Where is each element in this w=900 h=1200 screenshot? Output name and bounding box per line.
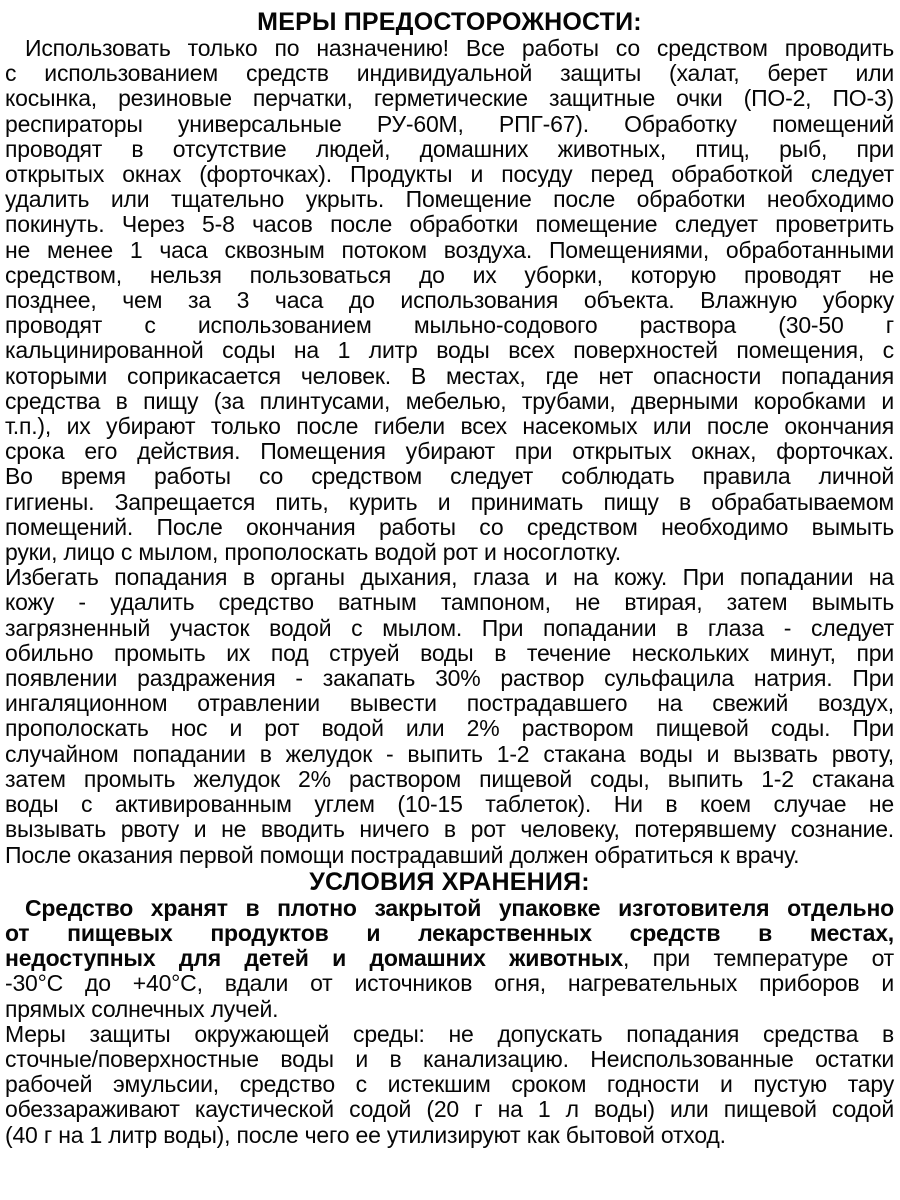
bold-text-segment: недоступных для детей и домашних животных	[5, 945, 623, 972]
storage-paragraph-line	[5, 896, 894, 921]
first-aid-paragraph-line: появлении раздражения - закапать 30% раствор сульфацила натрия. При	[5, 665, 894, 692]
precautions-paragraph-line: которыми соприкасается человек. В местах, где нет опасности попадания	[5, 362, 894, 389]
precautions-paragraph-line: срока его действия. Помещения убирают при открытых окнах, форточках.	[5, 438, 894, 465]
precautions-paragraph-line: кальцинированной соды на 1 литр воды всех поверхностей помещения, с	[5, 337, 894, 364]
text-segment: , при температуре от	[622, 945, 894, 972]
first-aid-paragraph-line: После оказания первой помощи пострадавший должен обратиться к врачу.	[5, 841, 800, 868]
precautions-paragraph-line: проводят с использованием мыльно-содового раствора (30-50 г	[5, 312, 894, 339]
precautions-paragraph-line: удалить или тщательно укрыть. Помещение после обработки необходимо	[5, 186, 894, 213]
environment-paragraph-line: обеззараживают каустической содой (20 г на 1 л воды) или пищевой содой	[5, 1096, 894, 1123]
storage-paragraph-line: -30°С до +40°С, вдали от источников огня, нагревательных приборов и	[5, 970, 894, 997]
precautions-paragraph-line: позднее, чем за 3 часа до использования объекта. Влажную уборку	[5, 287, 894, 314]
precautions-paragraph-line: Во время работы со средством следует соблюдать правила личной	[5, 463, 894, 490]
storage-paragraph-line	[5, 946, 894, 971]
bold-text-segment: Средство хранят в плотно закрытой упаковке изготовителя отдельно	[25, 894, 894, 921]
precautions-paragraph-line: открытых окнах (форточках). Продукты и посуду перед обработкой следует	[5, 161, 894, 188]
precautions-paragraph-line: проводят в отсутствие людей, домашних животных, птиц, рыб, при	[5, 135, 894, 162]
bold-text-segment: от пищевых продуктов и лекарственных средств в местах,	[5, 919, 894, 946]
precautions-paragraph-line: т.п.), их убирают только после гибели всех насекомых или после окончания	[5, 413, 894, 440]
precautions-paragraph-line: косынка, резиновые перчатки, герметические защитные очки (ПО-2, ПО-3)	[5, 85, 894, 112]
first-aid-paragraph-line: Избегать попадания в органы дыхания, глаза и на кожу. При попадании на	[5, 564, 894, 591]
storage-paragraph-line: прямых солнечных лучей.	[5, 995, 279, 1022]
precautions-paragraph-line: Использовать только по назначению! Все работы со средством проводить	[25, 35, 894, 61]
precautions-paragraph-line: средством, нельзя пользоваться до их уборки, которую проводят не	[5, 261, 894, 288]
precautions-paragraph-line: не менее 1 часа сквозным потоком воздуха. Помещениями, обработанными	[5, 236, 894, 263]
first-aid-paragraph-line: затем промыть желудок 2% раствором пищевой соды, выпить 1-2 стакана	[5, 765, 894, 792]
first-aid-paragraph-line: вызывать рвоту и не вводить ничего в рот человеку, потерявшему сознание.	[5, 816, 894, 843]
first-aid-paragraph-line: обильно промыть их под струей воды в течение нескольких минут, при	[5, 639, 894, 666]
first-aid-paragraph-line: ингаляционном отравлении вывести пострадавшего на свежий воздух,	[5, 690, 894, 717]
first-aid-paragraph-line: кожу - удалить средство ватным тампоном, не втирая, затем вымыть	[5, 589, 894, 616]
precautions-paragraph-line: гигиены. Запрещается пить, курить и принимать пищу в обрабатываемом	[5, 488, 894, 515]
precautions-paragraph-line: покинуть. Через 5-8 часов после обработки помещение следует проветрить	[5, 211, 894, 238]
first-aid-paragraph-line: случайном попадании в желудок - выпить 1-2 стакана воды и вызвать рвоту,	[5, 740, 894, 767]
first-aid-paragraph-line: воды с активированным углем (10-15 таблеток). Ни в коем случае не	[5, 791, 894, 818]
precautions-paragraph-line: руки, лицо с мылом, прополоскать водой рот и носоглотку.	[5, 539, 621, 566]
precautions-paragraph-line: средства в пищу (за плинтусами, мебелью, трубами, дверными коробками и	[5, 387, 894, 414]
environment-paragraph-line: (40 г на 1 литр воды), после чего ее утилизируют как бытовой отход.	[5, 1121, 726, 1148]
storage-heading: УСЛОВИЯ ХРАНЕНИЯ:	[309, 867, 590, 896]
environment-paragraph-line: Меры защиты окружающей среды: не допускать попадания средства в	[5, 1020, 894, 1047]
environment-paragraph-line: рабочей эмульсии, средство с истекшим сроком годности и пустую тару	[5, 1071, 894, 1098]
first-aid-paragraph-line: загрязненный участок водой с мылом. При попадании в глаза - следует	[5, 614, 894, 641]
precautions-paragraph-line: респираторы универсальные РУ-60М, РПГ-67). Обработку помещений	[5, 110, 894, 137]
precautions-heading: МЕРЫ ПРЕДОСТОРОЖНОСТИ:	[257, 8, 642, 36]
first-aid-paragraph-line: прополоскать нос и рот водой или 2% раствором пищевой соды. При	[5, 715, 894, 742]
storage-paragraph-line	[5, 921, 894, 946]
precautions-paragraph-line: помещений. После окончания работы со средством необходимо вымыть	[5, 513, 894, 540]
environment-paragraph-line: сточные/поверхностные воды и в канализацию. Неиспользованные остатки	[5, 1045, 894, 1072]
document-body	[5, 8, 894, 1148]
precautions-paragraph-line: с использованием средств индивидуальной защиты (халат, берет или	[5, 60, 894, 87]
